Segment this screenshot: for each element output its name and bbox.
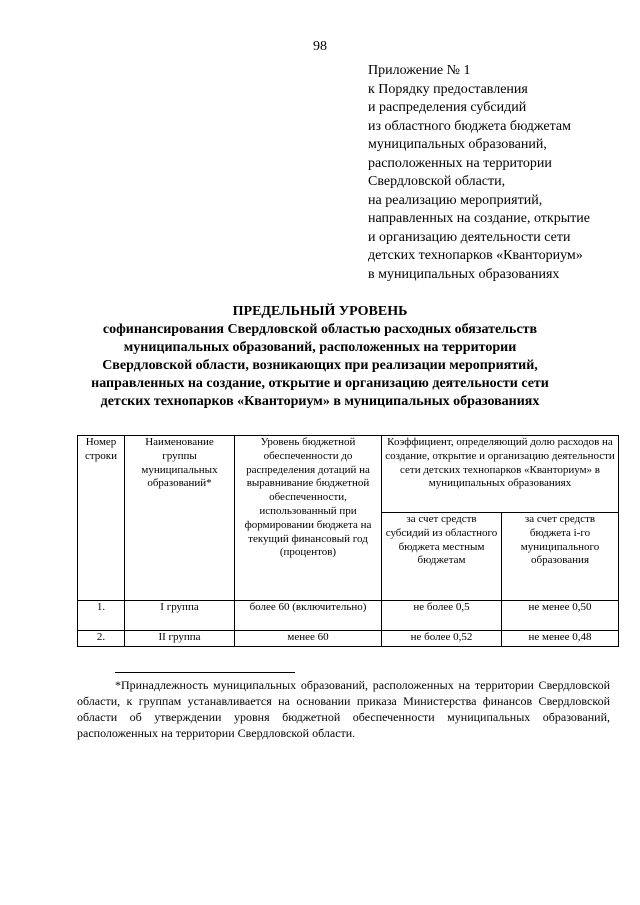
co-financing-table xyxy=(77,435,619,647)
table-row xyxy=(78,631,619,647)
regional-share: не более 0,5 xyxy=(382,601,502,631)
budget-level: более 60 (включительно) xyxy=(235,601,382,631)
title-line: направленных на создание, открытие и организацию деятельности сети xyxy=(91,376,549,391)
regional-share: не более 0,52 xyxy=(382,631,502,647)
appendix-header xyxy=(368,62,630,284)
title-line: детских технопарков «Кванториум» в муниципальных образованиях xyxy=(100,394,540,409)
row-number: 2. xyxy=(78,631,125,647)
appendix-line: Приложение № 1 xyxy=(368,63,471,78)
header-regional-share: за счет средств субсидий из областного бюджета местным бюджетам xyxy=(382,513,502,601)
appendix-line: Свердловской области, xyxy=(368,174,506,189)
header-budget-level: Уровень бюджетной обеспеченности до распределения дотаций на выравнивание бюджетной обеспеченности, использованный при формировании бюджета на текущий финансовый год (процентов) xyxy=(235,436,382,601)
row-number: 1. xyxy=(78,601,125,631)
group-name: II группа xyxy=(125,631,235,647)
appendix-line: и распределения субсидий xyxy=(368,100,527,115)
header-local-share: за счет средств бюджета i-го муниципального образования xyxy=(502,513,619,601)
document-title xyxy=(60,303,580,411)
appendix-line: и организацию деятельности сети xyxy=(368,229,571,245)
title-line: муниципальных образований, расположенных на территории xyxy=(123,340,517,355)
group-name: I группа xyxy=(125,601,235,631)
table-row xyxy=(78,601,619,631)
appendix-line: расположенных на территории xyxy=(368,155,552,171)
header-group-name: Наименование группы муниципальных образований* xyxy=(125,436,235,601)
appendix-line: детских технопарков «Кванториум» xyxy=(368,248,583,263)
header-coefficient: Коэффициент, определяющий долю расходов на создание, открытие и организацию деятельности сети детских технопарков «Кванториум» в муниципальных образованиях xyxy=(382,436,619,513)
title-line: ПРЕДЕЛЬНЫЙ УРОВЕНЬ xyxy=(232,304,408,319)
footnote: *Принадлежность муниципальных образований, расположенных на территории Свердловской области, к группам устанавливается на основании приказа Министерства финансов Свердловской области об утверждении уровня бюджетной обеспеченности муниципальных образований, расположенных на территории Свердловской области. xyxy=(77,678,610,740)
header-row-number: Номер строки xyxy=(78,436,125,601)
budget-level: менее 60 xyxy=(235,631,382,647)
local-share: не менее 0,50 xyxy=(502,601,619,631)
title-line: софинансирования Свердловской областью расходных обязательств xyxy=(102,322,538,337)
page-number: 98 xyxy=(313,39,327,54)
local-share: не менее 0,48 xyxy=(502,631,619,647)
title-line: Свердловской области, возникающих при реализации мероприятий, xyxy=(102,358,538,373)
appendix-line: муниципальных образований, xyxy=(368,137,547,152)
appendix-line: на реализацию мероприятий, xyxy=(368,192,543,208)
appendix-line: к Порядку предоставления xyxy=(368,81,528,97)
appendix-line: в муниципальных образованиях xyxy=(368,266,560,282)
appendix-line: из областного бюджета бюджетам xyxy=(368,118,571,134)
appendix-line: направленных на создание, открытие xyxy=(368,211,590,226)
footnote-divider xyxy=(115,672,295,673)
